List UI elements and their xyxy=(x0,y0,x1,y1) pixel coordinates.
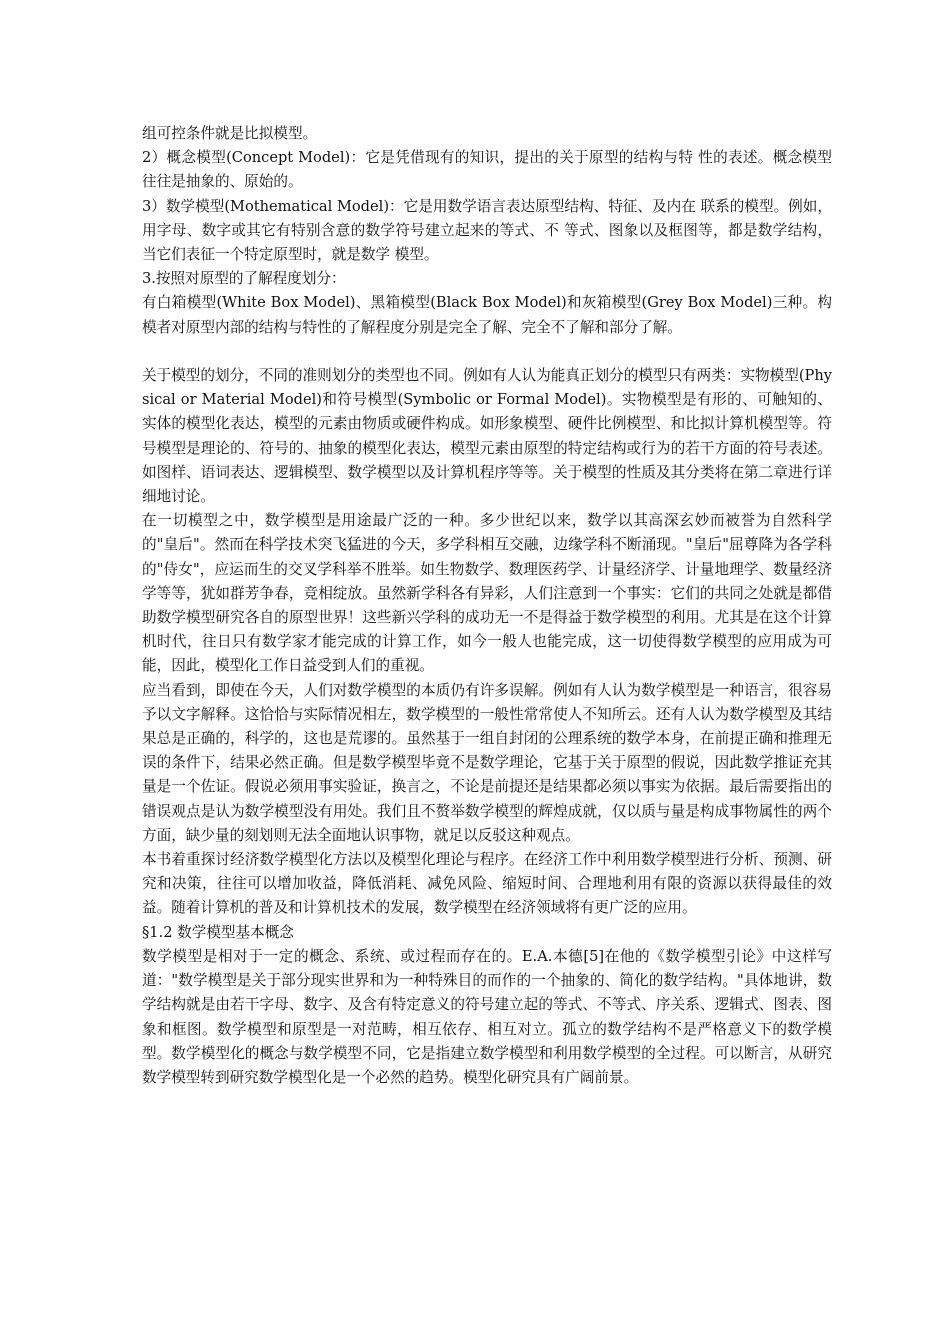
paragraph-basic-concepts: 数学模型是相对于一定的概念、系统、或过程而存在的。E.A.本德[5]在他的《数学模型引论》中这样写道："数学模型是关于部分现实世界和为一种特殊目的而作的一个抽象的、简化的数学结构。"具体地讲，数学结构就是由若干字母、数字、及含有特定意义的符号建立起的等式、不等式、序关系、逻辑式、图表、图象和框图。数学模型和原型是一对范畴，相互依存、相互对立。孤立的数学结构不是严格意义下的数学模型。数学模型化的概念与数学模型不同，它是指建立数学模型和利用数学模型的全过程。可以断言，从研究数学模型转到研究数学模型化是一个必然的趋势。模型化研究具有广阔前景。 xyxy=(142,947,832,1086)
paragraph-misconceptions: 应当看到，即使在今天，人们对数学模型的本质仍有许多误解。例如有人认为数学模型是一种语言，很容易予以文字解释。这恰恰与实际情况相左，数学模型的一般性常常使人不知所云。还有人认为数学模型及其结果总是正确的，科学的，这也是荒谬的。虽然基于一组自封闭的公理系统的数学本身，在前提正确和推理无误的条件下，结果必然正确。但是数学模型毕竟不是数学理论，它基于关于原型的假说，因此数学推证充其量是一个佐证。假说必须用事实验证，换言之，不论是前提还是结果都必须以事实为依据。最后需要指出的错误观点是认为数学模型没有用处。我们且不赘举数学模型的辉煌成就，仅以质与量是构成事物属性的两个方面，缺少量的刻划则无法全面地认识事物，就足以反驳这种观点。 xyxy=(142,681,832,844)
document-page xyxy=(142,122,832,1090)
paragraph-math-model-usage: 在一切模型之中，数学模型是用途最广泛的一种。多少世纪以来，数学以其高深玄妙而被誉为自然科学的"皇后"。然而在科学技术突飞猛进的今天，多学科相互交融，边缘学科不断涌现。"皇后"屈尊降为各学科的"侍女"，应运而生的交叉学科举不胜举。如生物数学、数理医药学、计量经济学、计量地理学、数量经济学等等，犹如群芳争春，竞相绽放。虽然新学科各有异彩，人们注意到一个事实：它们的共同之处就是都借助数学模型研究各自的原型世界！这些新兴学科的成功无一不是得益于数学模型的利用。尤其是在这个计算机时代，往日只有数学家才能完成的计算工作，如今一般人也能完成，这一切使得数学模型的应用成为可能，因此，模型化工作日益受到人们的重视。 xyxy=(142,512,832,675)
paragraph-heading-classification: 3.按照对原型的了解程度划分： xyxy=(142,270,346,288)
section-heading: §1.2 数学模型基本概念 xyxy=(142,923,294,941)
paragraph-concept-model: 2）概念模型(Concept Model)：它是凭借现有的知识，提出的关于原型的结构与特 性的表述。概念模型往往是抽象的、原始的。 xyxy=(142,149,832,191)
blank-line xyxy=(142,340,832,364)
paragraph-book-focus: 本书着重探讨经济数学模型化方法以及模型化理论与程序。在经济工作中利用数学模型进行分析、预测、研究和决策，往往可以增加收益，降低消耗、减免风险、缩短时间、合理地利用有限的资源以获得最佳的效益。随着计算机的普及和计算机技术的发展，数学模型在经济领域将有更广泛的应用。 xyxy=(142,851,832,917)
paragraph-mathematical-model: 3）数学模型(Mothematical Model)：它是用数学语言表达原型结构、特征、及内在 联系的模型。例如，用字母、数字或其它有特别含意的数学符号建立起来的等式、不 等式、图象以及框图等，都是数学结构，当它们表征一个特定原型时，就是数学 模型。 xyxy=(142,197,832,264)
paragraph-analog-model-end: 组可控条件就是比拟模型。 xyxy=(142,125,318,142)
paragraph-box-models: 有白箱模型(White Box Model)、黑箱模型(Black Box Model)和灰箱模型(Grey Box Model)三种。构模者对原型内部的结构与特性的了解程度分别是完全了解、完全不了解和部分了解。 xyxy=(142,294,832,336)
paragraph-model-division: 关于模型的划分，不同的准则划分的类型也不同。例如有人认为能真正划分的模型只有两类：实物模型(Physical or Material Model)和符号模型(Symbolic or Formal Model)。实物模型是有形的、可触知的、实体的模型化表达，模型的元素由物质或硬件构成。如形象模型、硬件比例模型、和比拟计算机模型等。符号模型是理论的、符号的、抽象的模型化表达，模型元素由原型的特定结构或行为的若干方面的符号表述。如图样、语词表达、逻辑模型、数学模型以及计算机程序等等。关于模型的性质及其分类将在第二章进行详细地讨论。 xyxy=(142,367,832,506)
